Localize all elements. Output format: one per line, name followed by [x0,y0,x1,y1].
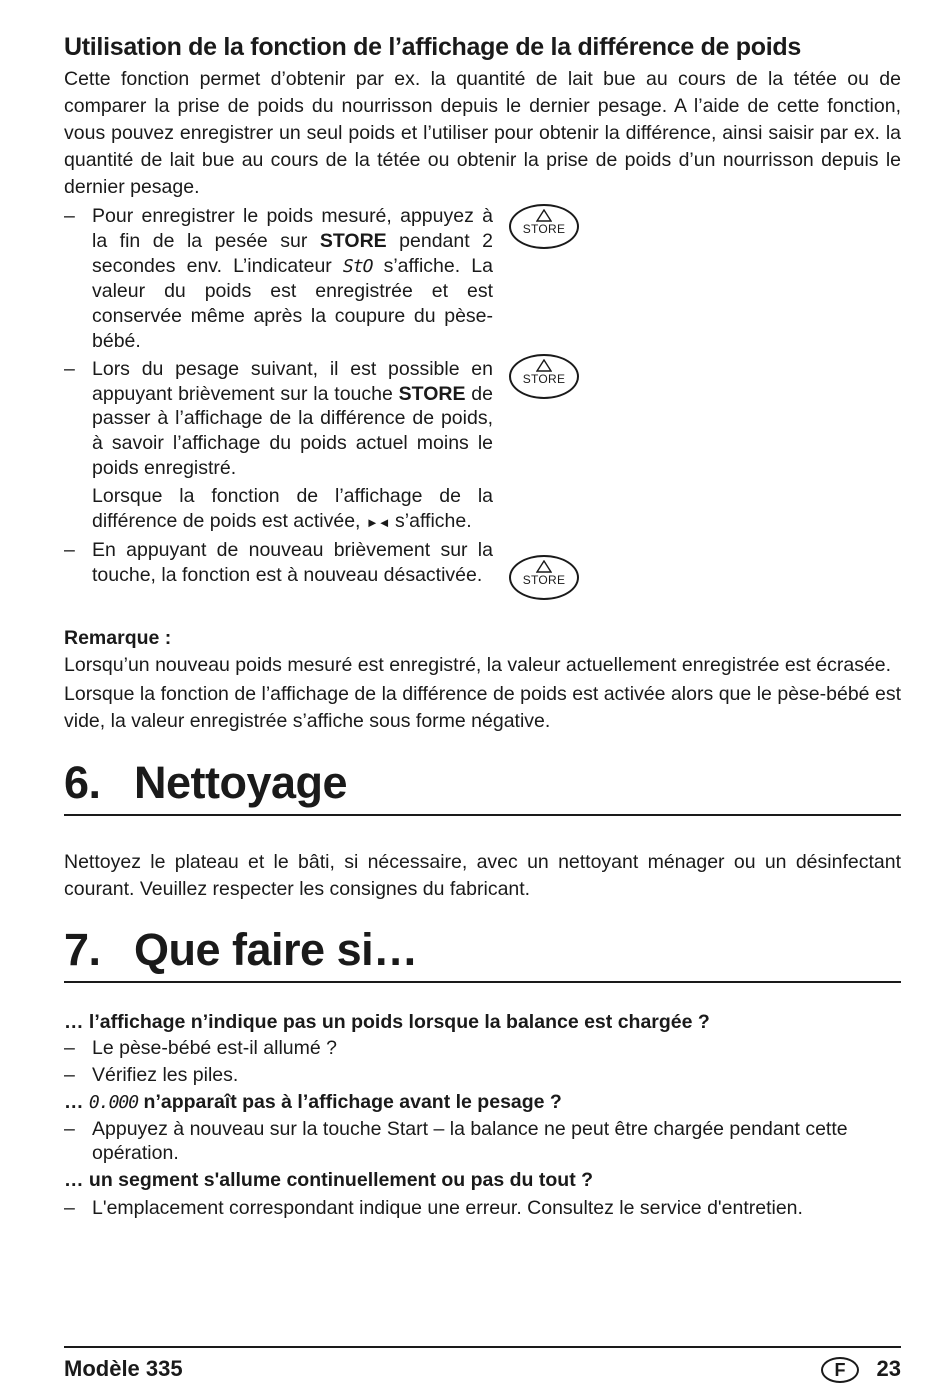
store-button-illustration: STORE [509,555,579,600]
list-item: – Le pèse-bébé est-il allumé ? [64,1036,337,1059]
question-no-weight: … l’affichage n’indique pas un poids lorsque la balance est chargée ? [64,1010,710,1033]
list-dash: – [64,205,75,227]
list-item: – L'emplacement correspondant indique une erreur. Consultez le service d'entretien. [64,1196,803,1219]
remark-paragraph-2: Lorsque la fonction de l’affichage de la différence de poids est activée alors que le pèse-bébé est vide, la valeur enregistrée s’affiche sous forme négative. [64,682,901,732]
store-key-name: STORE [319,229,387,252]
display-readout-sto: StO [342,255,373,277]
step-store-weight: – Pour enregistrer le poids mesuré, appuyez à la fin de la pesée sur STORE pendant 2 secondes env. L’indicateur StO s’affiche. La valeur du poids est enregistrée et est conservée même après la coupure du pèse-bébé. [64,205,493,352]
language-badge: F [821,1357,859,1383]
triangle-up-icon [536,359,552,372]
model-name: Modèle 335 [64,1356,183,1381]
section-heading-cleaning: 6. Nettoyage [64,755,901,816]
store-button-illustration: STORE [509,204,579,249]
display-readout-zero: 0.000 [88,1091,139,1113]
remark-title: Remarque : [64,626,172,649]
page-content [64,28,901,1220]
triangle-up-icon [536,560,552,573]
cleaning-text: Nettoyez le plateau et le bâti, si nécessaire, avec un nettoyant ménager ou un désinfectant courant. Veuillez respecter les consignes du fabricant. [64,850,901,900]
question-segment: … un segment s'allume continuellement ou pas du tout ? [64,1168,594,1191]
list-dash: – [64,539,75,562]
store-button-illustration: STORE [509,354,579,399]
section-heading-troubleshooting: 7. Que faire si… [64,922,901,983]
triangle-up-icon [536,209,552,222]
page-number: 23 [876,1356,901,1381]
question-zero-display: … 0.000 n’apparaît pas à l’affichage avant le pesage ? [64,1090,562,1113]
section-title-weight-difference: Utilisation de la fonction de l’affichage de la différence de poids [64,33,801,61]
list-item: – Vérifiez les piles. [64,1064,239,1087]
remark-paragraph-1: Lorsqu’un nouveau poids mesuré est enregistré, la valeur actuellement enregistrée est écrasée. [64,653,892,676]
step-deactivate: – En appuyant de nouveau brièvement sur la touche, la fonction est à nouveau désactivée. [64,539,493,587]
list-item: – Appuyez à nouveau sur la touche Start – la balance ne peut être chargée pendant cette opération. [64,1117,848,1165]
list-dash: – [64,357,75,380]
page-footer [64,1346,901,1392]
step-show-difference: – Lors du pesage suivant, il est possible en appuyant brièvement sur la touche STORE de passer à l’affichage de la différence de poids, à savoir l’affichage du poids actuel moins le poids enregistré. Lorsque la fonction de l’affichage de la différence de poids est activée, ►◄ s’affiche. [64,357,494,532]
steps-list [64,204,901,588]
section-intro: Cette fonction permet d’obtenir par ex. la quantité de lait bue au cours de la tétée ou de comparer la prise de poids du nourrisson depuis le dernier pesage. A l’aide de cette fonction, vous pouvez enregistrer un seul poids et l’utiliser pour obtenir la différence, ainsi saisir par ex. la quantité de lait bue au cours de la tétée ou obtenir la prise de poids d’un nourrisson depuis le dernier pesage. [64,68,901,198]
store-key-name: STORE [398,382,466,405]
difference-symbol-icon: ►◄ [365,514,390,530]
